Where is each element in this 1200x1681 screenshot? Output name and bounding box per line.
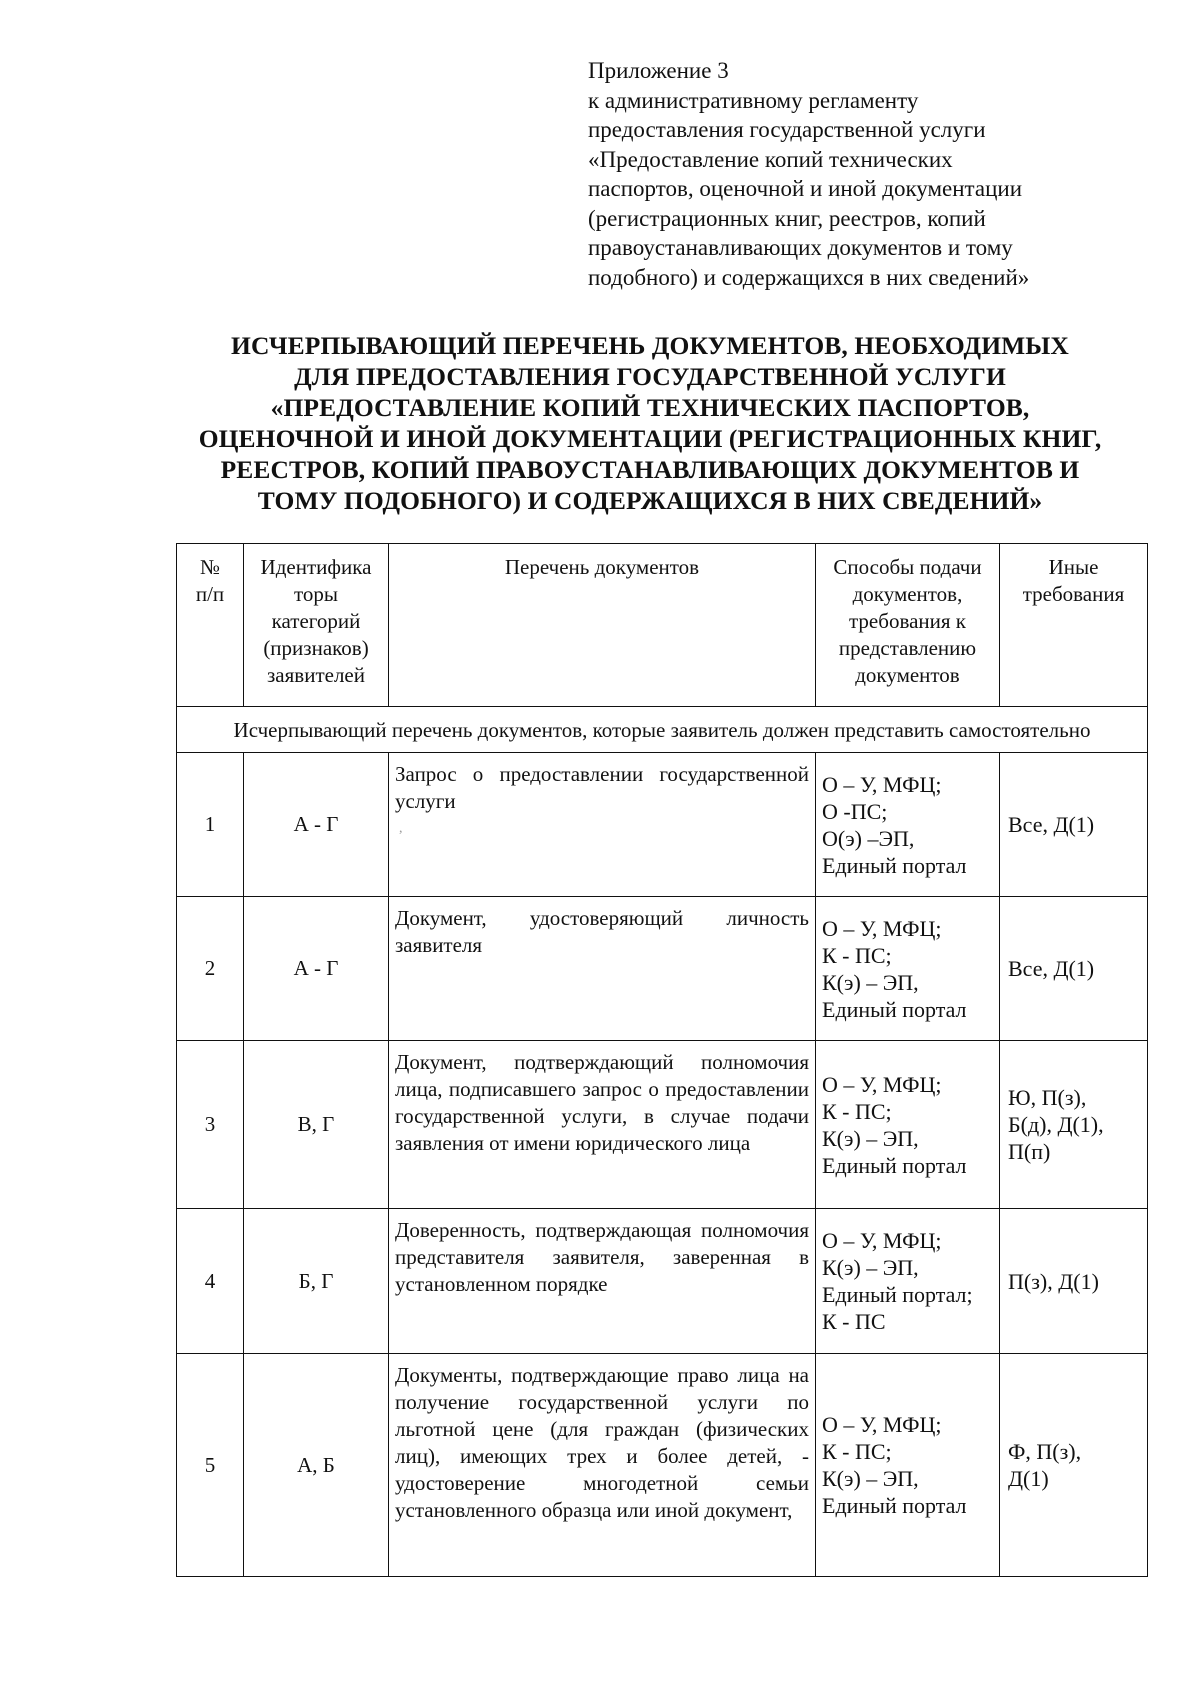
title-line: ТОМУ ПОДОБНОГО) И СОДЕРЖАЩИХСЯ В НИХ СВЕДЕНИЙ»: [257, 486, 1043, 515]
row-num: 3: [177, 1041, 244, 1209]
title-line: РЕЕСТРОВ, КОПИЙ ПРАВОУСТАНАВЛИВАЮЩИХ ДОКУМЕНТОВ И: [220, 455, 1080, 484]
title-line: ДЛЯ ПРЕДОСТАВЛЕНИЯ ГОСУДАРСТВЕННОЙ УСЛУГИ: [294, 362, 1006, 391]
table-row: [177, 753, 1148, 897]
scan-speck: ,: [399, 821, 403, 836]
table-row: [177, 1209, 1148, 1354]
header-id: Идентифика торы категорий (признаков) заявителей: [244, 544, 389, 707]
section-row: [177, 707, 1148, 753]
row-num: 2: [177, 897, 244, 1041]
header-num: № п/п: [177, 544, 244, 707]
row-other: П(з), Д(1): [1000, 1209, 1148, 1354]
appendix-line: правоустанавливающих документов и тому: [588, 235, 1013, 260]
row-document: Документ, удостоверяющий личность заявителя: [389, 897, 816, 1041]
table-row: [177, 1041, 1148, 1209]
row-applicant-id: А - Г: [244, 897, 389, 1041]
row-applicant-id: А - Г: [244, 753, 389, 897]
row-document: Документ, подтверждающий полномочия лица, подписавшего запрос о предоставлении государственной услуги, в случае подачи заявления от имени юридического лица: [389, 1041, 816, 1209]
row-applicant-id: Б, Г: [244, 1209, 389, 1354]
row-num: 5: [177, 1354, 244, 1577]
row-num: 1: [177, 753, 244, 897]
header-ways: Способы подачи документов, требования к представлению документов: [816, 544, 1000, 707]
row-document: Доверенность, подтверждающая полномочия представителя заявителя, заверенная в установленном порядке: [389, 1209, 816, 1354]
header-other: Иные требования: [1000, 544, 1148, 707]
row-document: Запрос о предоставлении государственной услуги ,: [389, 753, 816, 897]
appendix-line: предоставления государственной услуги: [588, 117, 986, 142]
documents-table: [176, 543, 1148, 1577]
row-ways: О – У, МФЦ; К - ПС; К(э) – ЭП, Единый портал: [816, 1041, 1000, 1209]
header-docs: Перечень документов: [389, 544, 816, 707]
title-line: ОЦЕНОЧНОЙ И ИНОЙ ДОКУМЕНТАЦИИ (РЕГИСТРАЦИОННЫХ КНИГ,: [198, 424, 1102, 453]
appendix-line: Приложение 3: [588, 58, 729, 83]
row-ways: О – У, МФЦ; К - ПС; К(э) – ЭП, Единый портал: [816, 897, 1000, 1041]
appendix-line: «Предоставление копий технических: [588, 146, 953, 172]
table-header-row: [177, 544, 1148, 707]
row-ways: О – У, МФЦ; О -ПС; О(э) –ЭП, Единый портал: [816, 753, 1000, 897]
row-other: Ю, П(з), Б(д), Д(1), П(п): [1000, 1041, 1148, 1209]
table-row: [177, 897, 1148, 1041]
appendix-line: к административному регламенту: [588, 87, 919, 113]
row-num: 4: [177, 1209, 244, 1354]
row-applicant-id: В, Г: [244, 1041, 389, 1209]
row-document: Документы, подтверждающие право лица на получение государственной услуги по льготной цене (для граждан (физических лиц), имеющих трех и более детей, - удостоверение многодетной семьи установленного образца или иной документ,: [389, 1354, 816, 1577]
table-row: [177, 1354, 1148, 1577]
row-other: Все, Д(1): [1000, 753, 1148, 897]
row-other: Ф, П(з), Д(1): [1000, 1354, 1148, 1577]
title-line: ИСЧЕРПЫВАЮЩИЙ ПЕРЕЧЕНЬ ДОКУМЕНТОВ, НЕОБХОДИМЫХ: [231, 331, 1069, 360]
appendix-line: паспортов, оценочной и иной документации: [588, 176, 1023, 201]
row-other: Все, Д(1): [1000, 897, 1148, 1041]
section-title: Исчерпывающий перечень документов, которые заявитель должен представить самостоятельно: [177, 707, 1148, 753]
appendix-line: подобного) и содержащихся в них сведений»: [588, 264, 1030, 290]
document-title: [150, 330, 1150, 516]
row-applicant-id: А, Б: [244, 1354, 389, 1577]
row-ways: О – У, МФЦ; К(э) – ЭП, Единый портал; К - ПС: [816, 1209, 1000, 1354]
appendix-line: (регистрационных книг, реестров, копий: [588, 205, 986, 231]
appendix-header: [588, 56, 1148, 292]
row-ways: О – У, МФЦ; К - ПС; К(э) – ЭП, Единый портал: [816, 1354, 1000, 1577]
title-line: «ПРЕДОСТАВЛЕНИЕ КОПИЙ ТЕХНИЧЕСКИХ ПАСПОРТОВ,: [270, 393, 1030, 422]
